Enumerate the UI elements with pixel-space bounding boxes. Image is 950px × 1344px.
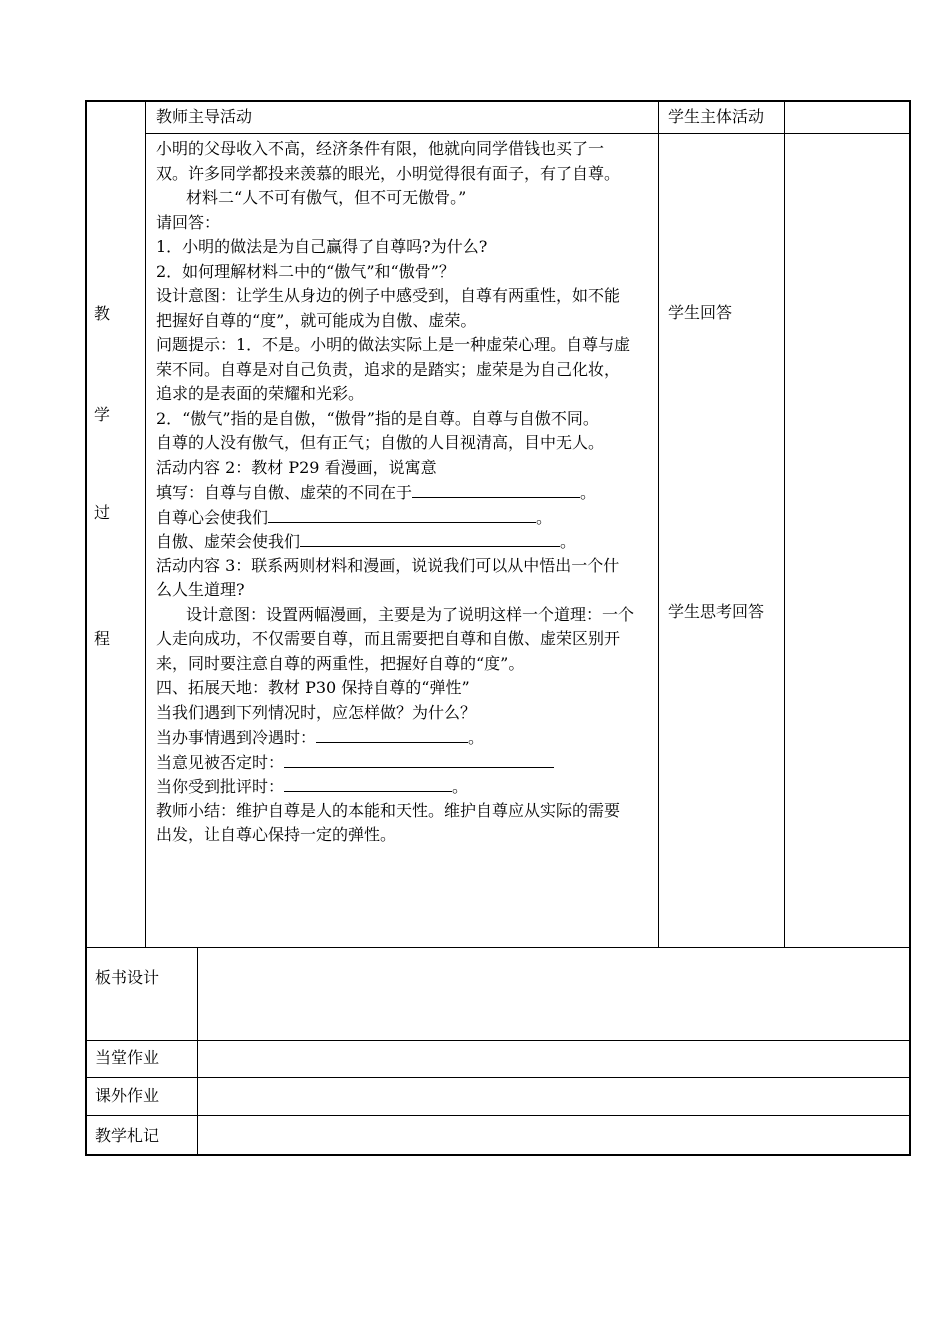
fill-blank-label: 自尊心会使我们: [156, 507, 269, 527]
text-line: 出发，让自尊心保持一定的弹性。: [156, 825, 397, 844]
fill-blank-end: 。: [536, 507, 553, 527]
header-teacher-activity: 教师主导活动: [156, 107, 253, 126]
fill-blank-line: [156, 774, 634, 799]
row-label-teaching-notes: 教学札记: [95, 1126, 160, 1145]
fill-blank[interactable]: [412, 480, 580, 498]
row-divider-2: [85, 1077, 911, 1078]
text-line: 荣不同。自尊是对自己负责，追求的是踏实；虚荣是为自己化妆，: [156, 359, 621, 379]
text-line: 追求的是表面的荣耀和光彩。: [156, 384, 365, 403]
text-line: 四、拓展天地：教材 P30 保持自尊的“弹性”: [156, 678, 470, 697]
row-label-after-class-homework: 课外作业: [95, 1086, 160, 1105]
text-line: 教师小结：维护自尊是人的本能和天性。维护自尊应从实际的需要: [156, 800, 621, 820]
text-line: 把握好自尊的“度”，就可能成为自傲、虚荣。: [156, 310, 477, 330]
fill-blank-end: 。: [452, 777, 469, 796]
text-line: 材料二“人不可有傲气，但不可无傲骨。”: [186, 188, 467, 207]
text-line: 请回答：: [156, 212, 221, 232]
text-line: 么人生道理?: [156, 580, 245, 599]
row-divider-1: [85, 1040, 911, 1041]
row-divider-3: [85, 1115, 911, 1116]
text-line: 小明的父母收入不高，经济条件有限，他就向同学借钱也买了一: [156, 139, 605, 158]
row-label-class-homework: 当堂作业: [95, 1048, 160, 1067]
fill-blank-end: 。: [580, 483, 597, 502]
fill-blank-label: 当意见被否定时：: [156, 752, 285, 772]
fill-blank[interactable]: [268, 505, 536, 523]
fill-blank-label: 当办事情遇到冷遇时：: [156, 728, 317, 747]
row-label-board-design: 板书设计: [95, 968, 160, 987]
label-char-4: 程: [94, 629, 111, 648]
text-line: 1．小明的做法是为自己赢得了自尊吗?为什么?: [156, 237, 488, 256]
label-char-1: 教: [94, 304, 111, 323]
fill-blank-end: 。: [468, 728, 485, 747]
fill-blank-label: 当你受到批评时：: [156, 777, 285, 796]
teacher-activity-content: [156, 137, 634, 848]
text-line: 双。许多同学都投来羡慕的眼光，小明觉得很有面子，有了自尊。: [156, 163, 621, 183]
text-line: 当我们遇到下列情况时，应怎样做？为什么？: [156, 702, 477, 722]
text-line: 人走向成功，不仅需要自尊，而且需要把自尊和自傲、虚荣区别开: [156, 629, 621, 648]
label-char-3: 过: [94, 503, 111, 522]
fill-blank-label: 自傲、虚荣会使我们: [156, 532, 301, 551]
text-line: 2．如何理解材料二中的“傲气”和“傲骨”？: [156, 261, 455, 281]
lower-col-divider: [197, 947, 198, 1155]
fill-blank[interactable]: [316, 725, 468, 743]
col-divider-student: [658, 100, 659, 948]
fill-blank-line: [156, 750, 634, 775]
col-divider-extra: [784, 100, 785, 948]
text-line: 活动内容 3：联系两则材料和漫画，说说我们可以从中悟出一个什: [156, 555, 620, 575]
fill-blank-line: [156, 529, 634, 554]
fill-blank-end: 。: [560, 532, 577, 551]
student-note-think-answer: 学生思考回答: [668, 602, 765, 621]
label-char-2: 学: [94, 405, 111, 424]
text-line: 设计意图：设置两幅漫画，主要是为了说明这样一个道理：一个: [186, 604, 635, 624]
text-line: 自尊的人没有傲气，但有正气；自傲的人目视清高，目中无人。: [156, 433, 605, 452]
fill-blank-line: [156, 480, 634, 505]
text-line: 问题提示：1．不是。小明的做法实际上是一种虚荣心理。自尊与虚: [156, 335, 631, 354]
fill-blank-label: 填写：自尊与自傲、虚荣的不同在于: [156, 483, 413, 502]
text-line: 设计意图：让学生从身边的例子中感受到，自尊有两重性，如不能: [156, 286, 621, 305]
header-row-divider: [145, 133, 911, 134]
fill-blank-line: [156, 505, 634, 530]
header-student-activity: 学生主体活动: [668, 107, 765, 126]
text-line: 活动内容 2：教材 P29 看漫画，说寓意: [156, 457, 437, 477]
student-note-answer: 学生回答: [668, 303, 733, 322]
section-divider: [85, 947, 911, 948]
fill-blank-line: [156, 725, 634, 750]
text-line: 2．“傲气”指的是自傲，“傲骨”指的是自尊。自尊与自傲不同。: [156, 408, 599, 428]
text-line: 来，同时要注意自尊的两重性，把握好自尊的“度”。: [156, 653, 525, 673]
fill-blank[interactable]: [284, 750, 554, 768]
col-divider-label: [145, 100, 146, 948]
fill-blank[interactable]: [300, 529, 560, 547]
fill-blank[interactable]: [284, 774, 452, 792]
